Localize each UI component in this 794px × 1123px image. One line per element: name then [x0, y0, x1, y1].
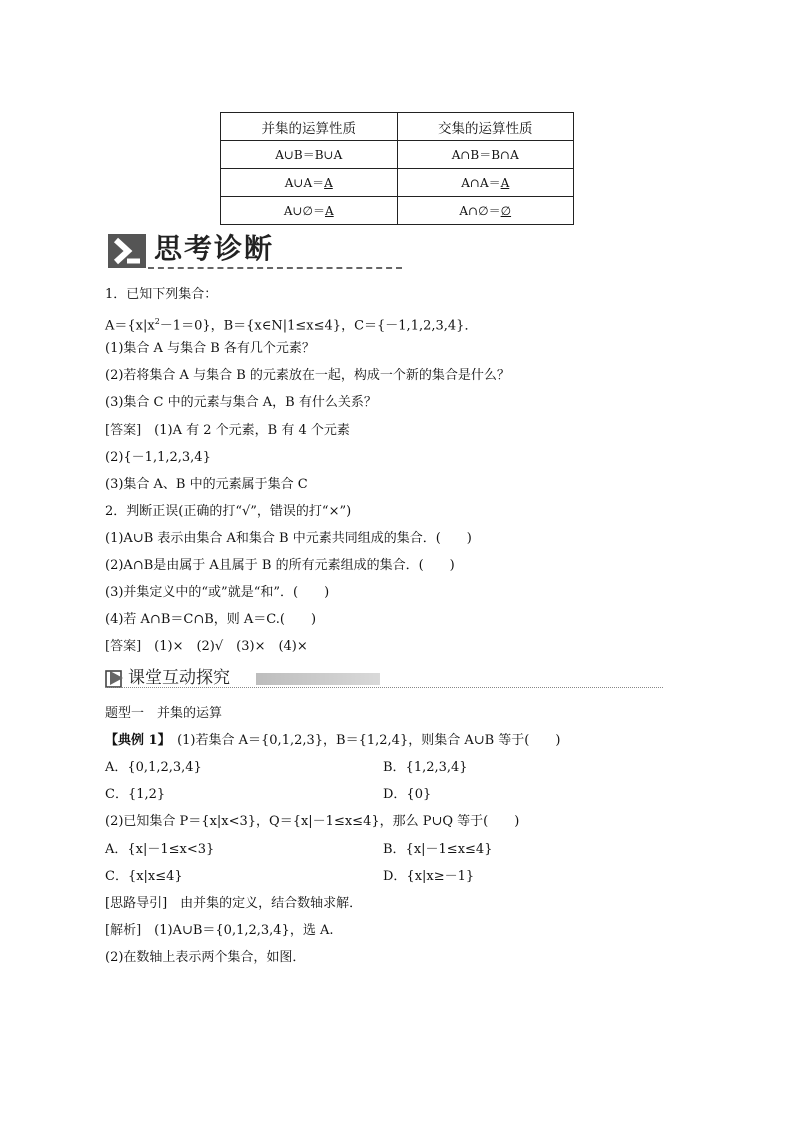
table-row	[221, 169, 574, 197]
table-cell: A∩A＝A	[397, 169, 574, 197]
solution-part-2: (2)在数轴上表示两个集合，如图．	[105, 950, 306, 965]
question-2-part-4: (4)若 A∩B＝C∩B，则 A＝C.( )	[105, 612, 317, 627]
option-c: C．{1,2}	[105, 787, 166, 802]
table-cell: A∪∅＝A	[221, 197, 398, 225]
question-1-sets: $A=\{x|x^2-1=0\}$，B＝{x∈N|1≤x≤4}，C＝{－1,1,2,3,4}．	[105, 317, 478, 334]
table-cell: A∪A＝A	[221, 169, 398, 197]
table-cell: A∩B＝B∩A	[397, 141, 574, 169]
question-2-part-2: (2)A∩B是由属于 A且属于 B 的所有元素组成的集合．( )	[105, 558, 455, 573]
option-c: C．{x|x≤4}	[105, 869, 183, 884]
table-header-row	[221, 113, 574, 141]
answer-1-part-3: (3)集合 A、B 中的元素属于集合 C	[105, 477, 308, 492]
section-header-diagnose	[108, 232, 308, 268]
table-cell: A∩∅＝∅	[397, 197, 574, 225]
option-b: B．{x|－1≤x≤4}	[383, 842, 493, 857]
example-1-part-2: (2)已知集合 P＝{x|x<3}，Q＝{x|－1≤x≤4}，那么 P∪Q 等于( )	[105, 814, 520, 829]
decorative-bar	[256, 673, 380, 685]
option-d: D．{x|x≥－1}	[383, 869, 475, 884]
table-header-intersection: 交集的运算性质	[397, 113, 574, 141]
table-header-union: 并集的运算性质	[221, 113, 398, 141]
question-1-part-3: (3)集合 C 中的元素与集合 A，B 有什么关系？	[105, 395, 377, 410]
table-cell: A∪B＝B∪A	[221, 141, 398, 169]
set-properties-table	[220, 112, 574, 225]
answer-1-part-2: (2){－1,1,2,3,4}	[105, 450, 211, 465]
question-1-part-2: (2)若将集合 A 与集合 B 的元素放在一起，构成一个新的集合是什么？	[105, 368, 510, 383]
section-title: 课堂互动探究	[128, 668, 230, 688]
dotted-divider	[105, 687, 663, 688]
option-b: B．{1,2,3,4}	[383, 760, 468, 775]
option-a: A．{0,1,2,3,4}	[105, 760, 202, 775]
option-a: A．{x|－1≤x<3}	[105, 842, 215, 857]
table-row	[221, 141, 574, 169]
solution-part-1: [解析] (1)A∪B＝{0,1,2,3,4}，选 A.	[105, 923, 334, 938]
solution-hint: [思路导引] 由并集的定义，结合数轴求解．	[105, 896, 363, 911]
table-row	[221, 197, 574, 225]
option-d: D．{0}	[383, 787, 432, 802]
type-heading: 题型一 并集的运算	[105, 706, 223, 721]
section-title: 思考诊断	[154, 232, 275, 265]
question-1-part-1: (1)集合 A 与集合 B 各有几个元素？	[105, 341, 315, 356]
dashed-divider	[148, 267, 402, 269]
question-1: 1．已知下列集合：	[105, 287, 218, 302]
answer-1-part-1: [答案] (1)A 有 2 个元素，B 有 4 个元素	[105, 423, 350, 438]
example-1-part-1: 【典例 1】 (1)若集合 A＝{0,1,2,3}，B＝{1,2,4}，则集合 A∪B 等于( )	[105, 733, 561, 748]
section-header-explore	[103, 667, 663, 691]
answer-2: [答案] (1)× (2)√ (3)× (4)×	[105, 639, 308, 654]
question-2-part-1: (1)A∪B 表示由集合 A和集合 B 中元素共同组成的集合．( )	[105, 531, 472, 546]
question-2-part-3: (3)并集定义中的“或”就是“和”．( )	[105, 585, 330, 600]
pencil-square-icon	[105, 668, 125, 688]
question-2: 2．判断正误(正确的打“√”，错误的打“×”)	[105, 504, 352, 519]
chevron-right-icon	[108, 234, 146, 268]
